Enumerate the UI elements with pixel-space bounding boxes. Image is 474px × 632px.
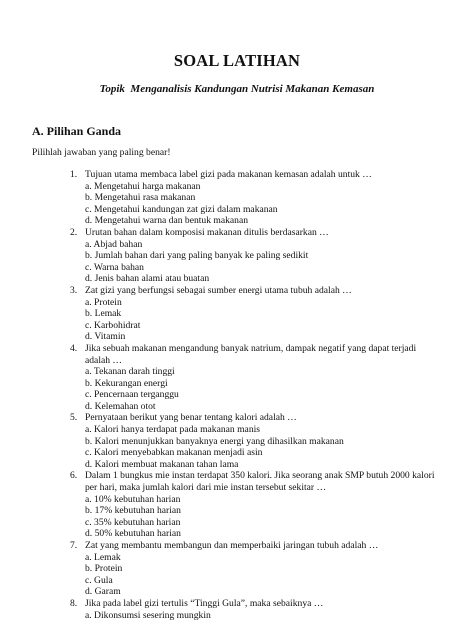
question-number: 1. [70,169,78,180]
question-item [0,227,474,285]
answer-option: b. Lemak [85,308,122,320]
answer-option: c. 35% kebutuhan harian [85,516,181,528]
answer-option: a. Dikonsumsi sesering mungkin [85,609,211,621]
answer-option: c. Mengetahui kandungan zat gizi dalam makanan [85,203,278,215]
question-item [0,285,474,343]
question-number: 4. [70,342,78,354]
question-text: Tujuan utama membaca label gizi pada makanan kemasan adalah untuk … [85,169,372,180]
answer-option: a. 10% kebutuhan harian [85,493,181,505]
question-item [0,540,474,598]
answer-option: a. Kalori hanya terdapat pada makanan manis [85,424,261,436]
question-number: 8. [70,597,78,609]
answer-option: a. Lemak [85,551,121,563]
answer-option: b. Jumlah bahan dari yang paling banyak ke paling sedikit [85,250,309,262]
question-text: Dalam 1 bungkus mie instan terdapat 350 kalori. Jika seorang anak SMP butuh 2000 kalori per hari, maka jumlah kalori dari mie instan tersebut sekitar … [85,470,435,494]
question-item [0,470,474,540]
answer-option: a. Mengetahui harga makanan [85,180,201,192]
answer-option: b. Protein [85,563,123,575]
instruction-text: Pilihlah jawaban yang paling benar! [32,147,171,158]
answer-option: c. Gula [85,574,113,586]
answer-option: c. Pencernaan terganggu [85,389,179,401]
section-heading: A. Pilihan Ganda [32,124,122,138]
question-text: Zat gizi yang berfungsi sebagai sumber energi utama tubuh adalah … [85,284,352,296]
question-number: 3. [70,284,78,296]
answer-option: c. Kalori menyebabkan makanan menjadi asin [85,447,263,459]
answer-option: d. Garam [85,586,121,598]
question-number: 5. [70,412,78,424]
answer-option: d. Vitamin [85,331,126,343]
question-text: Jika pada label gizi tertulis “Tinggi Gula”, maka sebaiknya … [85,597,324,609]
answer-option: a. Protein [85,296,122,308]
answer-option: b. Kekurangan energi [85,377,168,389]
answer-option: c. Karbohidrat [85,319,141,331]
question-item [0,598,474,621]
answer-option: d. Mengetahui warna dan bentuk makanan [85,215,249,227]
page-title: SOAL LATIHAN [173,51,301,70]
answer-option: d. Jenis bahan alami atau buatan [85,273,210,285]
question-text: Jika sebuah makanan mengandung banyak natrium, dampak negatif yang dapat terjadi adalah … [85,342,417,366]
question-item [0,169,474,227]
answer-option: c. Warna bahan [85,261,144,273]
question-text: Urutan bahan dalam komposisi makanan ditulis berdasarkan … [85,226,329,238]
answer-option: d. Kalori membuat makanan tahan lama [85,458,239,470]
question-item [0,412,474,470]
answer-option: b. Mengetahui rasa makanan [85,192,196,204]
answer-option: b. Kalori menunjukkan banyaknya energi yang dihasilkan makanan [85,435,344,447]
question-list [0,169,474,621]
answer-option: a. Abjad bahan [85,238,143,250]
question-number: 7. [70,540,78,551]
question-text: Zat yang membantu membangun dan memperbaiki jaringan tubuh adalah … [85,540,379,551]
answer-option: b. 17% kebutuhan harian [85,505,181,517]
answer-option: d. 50% kebutuhan harian [85,528,181,540]
answer-option: a. Tekanan darah tinggi [85,366,175,378]
question-number: 6. [70,470,78,482]
topic-subtitle: Topik Menganalisis Kandungan Nutrisi Makanan Kemasan [99,83,375,95]
question-number: 2. [70,226,78,238]
question-item [0,343,474,413]
question-text: Pernyataan berikut yang benar tentang kalori adalah … [85,412,297,424]
answer-option: d. Kelemahan otot [85,400,156,412]
